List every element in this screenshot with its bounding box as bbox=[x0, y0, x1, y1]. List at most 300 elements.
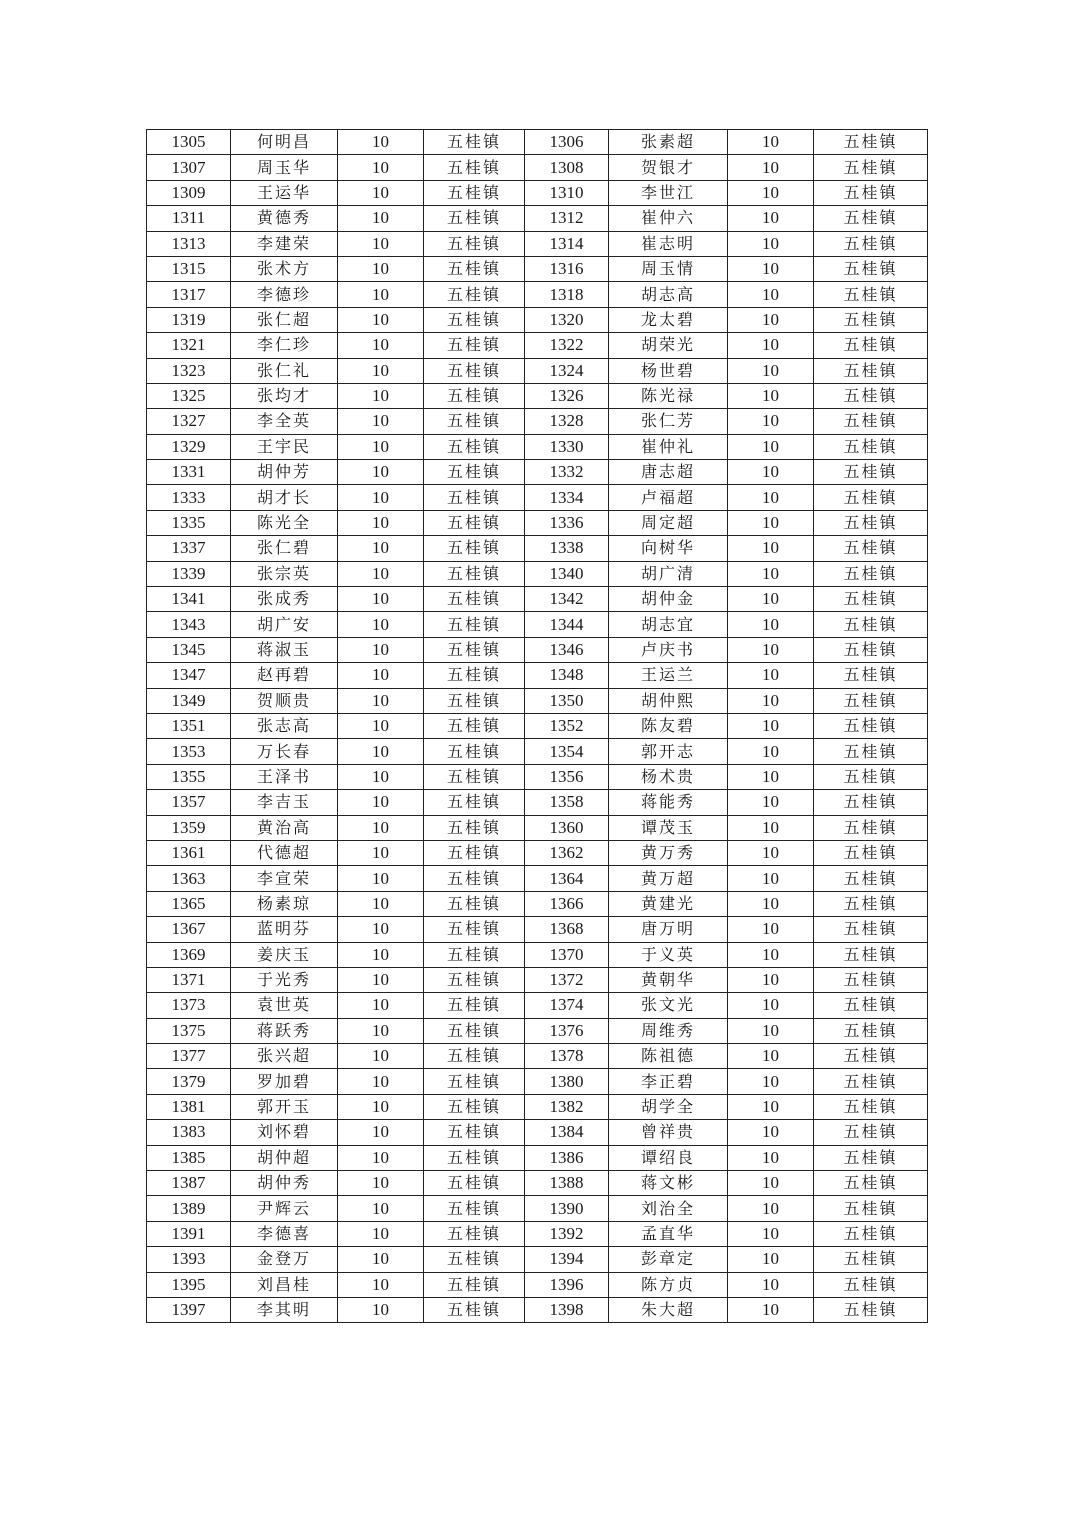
right-person-name-cell: 谭绍良 bbox=[609, 1145, 728, 1170]
right-amount-cell: 10 bbox=[728, 942, 814, 967]
right-amount-cell: 10 bbox=[728, 130, 814, 155]
right-person-name-cell: 杨世碧 bbox=[609, 358, 728, 383]
right-amount-cell: 10 bbox=[728, 713, 814, 738]
right-town-name-cell: 五桂镇 bbox=[814, 1069, 928, 1094]
right-amount-cell: 10 bbox=[728, 383, 814, 408]
left-person-name-cell: 李仁珍 bbox=[231, 333, 338, 358]
right-amount-cell: 10 bbox=[728, 587, 814, 612]
left-person-name-cell: 蓝明芬 bbox=[231, 917, 338, 942]
left-amount-cell: 10 bbox=[338, 536, 424, 561]
right-person-name-cell: 陈光禄 bbox=[609, 383, 728, 408]
left-amount-cell: 10 bbox=[338, 282, 424, 307]
right-person-name-cell: 唐万明 bbox=[609, 917, 728, 942]
table-row bbox=[147, 1297, 928, 1322]
left-town-name-cell: 五桂镇 bbox=[424, 790, 525, 815]
right-town-name-cell: 五桂镇 bbox=[814, 587, 928, 612]
left-record-number-cell: 1337 bbox=[147, 536, 231, 561]
right-amount-cell: 10 bbox=[728, 764, 814, 789]
left-person-name-cell: 张兴超 bbox=[231, 1044, 338, 1069]
left-town-name-cell: 五桂镇 bbox=[424, 764, 525, 789]
left-town-name-cell: 五桂镇 bbox=[424, 739, 525, 764]
left-record-number-cell: 1341 bbox=[147, 587, 231, 612]
left-amount-cell: 10 bbox=[338, 993, 424, 1018]
left-person-name-cell: 赵再碧 bbox=[231, 663, 338, 688]
right-amount-cell: 10 bbox=[728, 1069, 814, 1094]
right-town-name-cell: 五桂镇 bbox=[814, 764, 928, 789]
right-person-name-cell: 彭章定 bbox=[609, 1247, 728, 1272]
left-amount-cell: 10 bbox=[338, 130, 424, 155]
table-row bbox=[147, 917, 928, 942]
table-row bbox=[147, 637, 928, 662]
right-person-name-cell: 龙太碧 bbox=[609, 307, 728, 332]
left-person-name-cell: 黄治高 bbox=[231, 815, 338, 840]
right-person-name-cell: 周定超 bbox=[609, 510, 728, 535]
right-amount-cell: 10 bbox=[728, 536, 814, 561]
right-amount-cell: 10 bbox=[728, 1196, 814, 1221]
right-amount-cell: 10 bbox=[728, 612, 814, 637]
right-town-name-cell: 五桂镇 bbox=[814, 1171, 928, 1196]
right-record-number-cell: 1398 bbox=[525, 1297, 609, 1322]
right-town-name-cell: 五桂镇 bbox=[814, 536, 928, 561]
left-person-name-cell: 袁世英 bbox=[231, 993, 338, 1018]
right-person-name-cell: 黄朝华 bbox=[609, 967, 728, 992]
right-record-number-cell: 1364 bbox=[525, 866, 609, 891]
left-person-name-cell: 刘怀碧 bbox=[231, 1120, 338, 1145]
left-person-name-cell: 代德超 bbox=[231, 840, 338, 865]
left-record-number-cell: 1331 bbox=[147, 460, 231, 485]
left-record-number-cell: 1377 bbox=[147, 1044, 231, 1069]
table-row bbox=[147, 612, 928, 637]
right-person-name-cell: 陈友碧 bbox=[609, 713, 728, 738]
left-amount-cell: 10 bbox=[338, 358, 424, 383]
right-person-name-cell: 崔志明 bbox=[609, 231, 728, 256]
right-town-name-cell: 五桂镇 bbox=[814, 510, 928, 535]
right-amount-cell: 10 bbox=[728, 1120, 814, 1145]
left-amount-cell: 10 bbox=[338, 1171, 424, 1196]
left-person-name-cell: 金登万 bbox=[231, 1247, 338, 1272]
left-record-number-cell: 1335 bbox=[147, 510, 231, 535]
right-amount-cell: 10 bbox=[728, 460, 814, 485]
left-record-number-cell: 1305 bbox=[147, 130, 231, 155]
left-person-name-cell: 胡仲超 bbox=[231, 1145, 338, 1170]
right-town-name-cell: 五桂镇 bbox=[814, 688, 928, 713]
table-row bbox=[147, 840, 928, 865]
right-town-name-cell: 五桂镇 bbox=[814, 485, 928, 510]
left-record-number-cell: 1355 bbox=[147, 764, 231, 789]
left-person-name-cell: 黄德秀 bbox=[231, 206, 338, 231]
right-record-number-cell: 1338 bbox=[525, 536, 609, 561]
right-amount-cell: 10 bbox=[728, 1044, 814, 1069]
right-person-name-cell: 向树华 bbox=[609, 536, 728, 561]
right-person-name-cell: 朱大超 bbox=[609, 1297, 728, 1322]
left-person-name-cell: 蒋跃秀 bbox=[231, 1018, 338, 1043]
right-town-name-cell: 五桂镇 bbox=[814, 1018, 928, 1043]
right-town-name-cell: 五桂镇 bbox=[814, 891, 928, 916]
left-record-number-cell: 1373 bbox=[147, 993, 231, 1018]
table-row bbox=[147, 561, 928, 586]
left-amount-cell: 10 bbox=[338, 485, 424, 510]
left-record-number-cell: 1393 bbox=[147, 1247, 231, 1272]
table-row bbox=[147, 434, 928, 459]
right-town-name-cell: 五桂镇 bbox=[814, 790, 928, 815]
left-person-name-cell: 李建荣 bbox=[231, 231, 338, 256]
right-town-name-cell: 五桂镇 bbox=[814, 383, 928, 408]
right-town-name-cell: 五桂镇 bbox=[814, 155, 928, 180]
right-record-number-cell: 1356 bbox=[525, 764, 609, 789]
right-amount-cell: 10 bbox=[728, 688, 814, 713]
right-record-number-cell: 1358 bbox=[525, 790, 609, 815]
left-amount-cell: 10 bbox=[338, 815, 424, 840]
right-amount-cell: 10 bbox=[728, 561, 814, 586]
left-amount-cell: 10 bbox=[338, 967, 424, 992]
right-record-number-cell: 1362 bbox=[525, 840, 609, 865]
left-town-name-cell: 五桂镇 bbox=[424, 536, 525, 561]
right-town-name-cell: 五桂镇 bbox=[814, 282, 928, 307]
left-town-name-cell: 五桂镇 bbox=[424, 815, 525, 840]
left-record-number-cell: 1391 bbox=[147, 1221, 231, 1246]
left-person-name-cell: 胡仲芳 bbox=[231, 460, 338, 485]
left-record-number-cell: 1383 bbox=[147, 1120, 231, 1145]
right-town-name-cell: 五桂镇 bbox=[814, 815, 928, 840]
right-town-name-cell: 五桂镇 bbox=[814, 460, 928, 485]
left-town-name-cell: 五桂镇 bbox=[424, 891, 525, 916]
right-amount-cell: 10 bbox=[728, 967, 814, 992]
right-record-number-cell: 1366 bbox=[525, 891, 609, 916]
right-person-name-cell: 于义英 bbox=[609, 942, 728, 967]
left-person-name-cell: 李宣荣 bbox=[231, 866, 338, 891]
left-town-name-cell: 五桂镇 bbox=[424, 409, 525, 434]
table-row bbox=[147, 739, 928, 764]
left-person-name-cell: 胡仲秀 bbox=[231, 1171, 338, 1196]
left-person-name-cell: 张仁超 bbox=[231, 307, 338, 332]
right-record-number-cell: 1334 bbox=[525, 485, 609, 510]
right-town-name-cell: 五桂镇 bbox=[814, 739, 928, 764]
right-town-name-cell: 五桂镇 bbox=[814, 993, 928, 1018]
left-amount-cell: 10 bbox=[338, 307, 424, 332]
left-amount-cell: 10 bbox=[338, 434, 424, 459]
left-record-number-cell: 1381 bbox=[147, 1094, 231, 1119]
right-amount-cell: 10 bbox=[728, 663, 814, 688]
right-person-name-cell: 杨术贵 bbox=[609, 764, 728, 789]
right-person-name-cell: 王运兰 bbox=[609, 663, 728, 688]
left-record-number-cell: 1315 bbox=[147, 256, 231, 281]
right-record-number-cell: 1324 bbox=[525, 358, 609, 383]
left-record-number-cell: 1333 bbox=[147, 485, 231, 510]
right-town-name-cell: 五桂镇 bbox=[814, 637, 928, 662]
left-amount-cell: 10 bbox=[338, 1297, 424, 1322]
left-person-name-cell: 万长春 bbox=[231, 739, 338, 764]
left-town-name-cell: 五桂镇 bbox=[424, 1094, 525, 1119]
right-person-name-cell: 李正碧 bbox=[609, 1069, 728, 1094]
right-record-number-cell: 1378 bbox=[525, 1044, 609, 1069]
left-person-name-cell: 于光秀 bbox=[231, 967, 338, 992]
right-record-number-cell: 1344 bbox=[525, 612, 609, 637]
left-record-number-cell: 1327 bbox=[147, 409, 231, 434]
left-town-name-cell: 五桂镇 bbox=[424, 383, 525, 408]
right-person-name-cell: 张仁芳 bbox=[609, 409, 728, 434]
right-record-number-cell: 1322 bbox=[525, 333, 609, 358]
left-person-name-cell: 张仁碧 bbox=[231, 536, 338, 561]
right-record-number-cell: 1316 bbox=[525, 256, 609, 281]
right-person-name-cell: 曾祥贵 bbox=[609, 1120, 728, 1145]
right-amount-cell: 10 bbox=[728, 206, 814, 231]
right-person-name-cell: 陈方贞 bbox=[609, 1272, 728, 1297]
left-amount-cell: 10 bbox=[338, 739, 424, 764]
table-row bbox=[147, 1094, 928, 1119]
left-person-name-cell: 张宗英 bbox=[231, 561, 338, 586]
right-record-number-cell: 1330 bbox=[525, 434, 609, 459]
table-row bbox=[147, 155, 928, 180]
right-town-name-cell: 五桂镇 bbox=[814, 231, 928, 256]
right-record-number-cell: 1388 bbox=[525, 1171, 609, 1196]
left-town-name-cell: 五桂镇 bbox=[424, 1120, 525, 1145]
left-town-name-cell: 五桂镇 bbox=[424, 942, 525, 967]
left-record-number-cell: 1309 bbox=[147, 180, 231, 205]
left-amount-cell: 10 bbox=[338, 917, 424, 942]
table-row bbox=[147, 1247, 928, 1272]
left-person-name-cell: 张均才 bbox=[231, 383, 338, 408]
right-town-name-cell: 五桂镇 bbox=[814, 663, 928, 688]
left-town-name-cell: 五桂镇 bbox=[424, 307, 525, 332]
right-amount-cell: 10 bbox=[728, 256, 814, 281]
right-town-name-cell: 五桂镇 bbox=[814, 1044, 928, 1069]
right-person-name-cell: 周玉情 bbox=[609, 256, 728, 281]
left-amount-cell: 10 bbox=[338, 688, 424, 713]
left-amount-cell: 10 bbox=[338, 1120, 424, 1145]
left-person-name-cell: 蒋淑玉 bbox=[231, 637, 338, 662]
left-record-number-cell: 1397 bbox=[147, 1297, 231, 1322]
right-person-name-cell: 张素超 bbox=[609, 130, 728, 155]
right-town-name-cell: 五桂镇 bbox=[814, 917, 928, 942]
right-town-name-cell: 五桂镇 bbox=[814, 409, 928, 434]
left-town-name-cell: 五桂镇 bbox=[424, 637, 525, 662]
left-town-name-cell: 五桂镇 bbox=[424, 460, 525, 485]
table-row bbox=[147, 993, 928, 1018]
right-amount-cell: 10 bbox=[728, 282, 814, 307]
table-row bbox=[147, 460, 928, 485]
left-record-number-cell: 1329 bbox=[147, 434, 231, 459]
table-row bbox=[147, 1145, 928, 1170]
right-person-name-cell: 谭茂玉 bbox=[609, 815, 728, 840]
left-record-number-cell: 1369 bbox=[147, 942, 231, 967]
right-amount-cell: 10 bbox=[728, 790, 814, 815]
right-record-number-cell: 1308 bbox=[525, 155, 609, 180]
right-town-name-cell: 五桂镇 bbox=[814, 1297, 928, 1322]
left-town-name-cell: 五桂镇 bbox=[424, 866, 525, 891]
left-record-number-cell: 1323 bbox=[147, 358, 231, 383]
right-person-name-cell: 蒋能秀 bbox=[609, 790, 728, 815]
right-amount-cell: 10 bbox=[728, 866, 814, 891]
right-town-name-cell: 五桂镇 bbox=[814, 561, 928, 586]
left-town-name-cell: 五桂镇 bbox=[424, 333, 525, 358]
table-row bbox=[147, 536, 928, 561]
left-amount-cell: 10 bbox=[338, 383, 424, 408]
roster-table-body bbox=[147, 130, 928, 1323]
right-amount-cell: 10 bbox=[728, 510, 814, 535]
right-person-name-cell: 胡荣光 bbox=[609, 333, 728, 358]
left-amount-cell: 10 bbox=[338, 1018, 424, 1043]
left-record-number-cell: 1319 bbox=[147, 307, 231, 332]
left-person-name-cell: 张仁礼 bbox=[231, 358, 338, 383]
left-amount-cell: 10 bbox=[338, 764, 424, 789]
table-row bbox=[147, 130, 928, 155]
right-record-number-cell: 1376 bbox=[525, 1018, 609, 1043]
left-record-number-cell: 1365 bbox=[147, 891, 231, 916]
right-record-number-cell: 1392 bbox=[525, 1221, 609, 1246]
right-amount-cell: 10 bbox=[728, 485, 814, 510]
table-row bbox=[147, 688, 928, 713]
left-person-name-cell: 刘昌桂 bbox=[231, 1272, 338, 1297]
right-person-name-cell: 蒋文彬 bbox=[609, 1171, 728, 1196]
right-record-number-cell: 1350 bbox=[525, 688, 609, 713]
left-town-name-cell: 五桂镇 bbox=[424, 663, 525, 688]
left-person-name-cell: 尹辉云 bbox=[231, 1196, 338, 1221]
left-person-name-cell: 王宇民 bbox=[231, 434, 338, 459]
left-record-number-cell: 1345 bbox=[147, 637, 231, 662]
left-town-name-cell: 五桂镇 bbox=[424, 155, 525, 180]
left-town-name-cell: 五桂镇 bbox=[424, 231, 525, 256]
right-record-number-cell: 1352 bbox=[525, 713, 609, 738]
right-town-name-cell: 五桂镇 bbox=[814, 434, 928, 459]
left-person-name-cell: 李全英 bbox=[231, 409, 338, 434]
table-row bbox=[147, 764, 928, 789]
left-amount-cell: 10 bbox=[338, 1044, 424, 1069]
right-person-name-cell: 胡志高 bbox=[609, 282, 728, 307]
left-amount-cell: 10 bbox=[338, 1094, 424, 1119]
left-town-name-cell: 五桂镇 bbox=[424, 713, 525, 738]
right-amount-cell: 10 bbox=[728, 815, 814, 840]
left-record-number-cell: 1353 bbox=[147, 739, 231, 764]
left-record-number-cell: 1363 bbox=[147, 866, 231, 891]
right-amount-cell: 10 bbox=[728, 1272, 814, 1297]
right-person-name-cell: 黄万超 bbox=[609, 866, 728, 891]
left-amount-cell: 10 bbox=[338, 942, 424, 967]
right-amount-cell: 10 bbox=[728, 1094, 814, 1119]
right-record-number-cell: 1386 bbox=[525, 1145, 609, 1170]
left-record-number-cell: 1307 bbox=[147, 155, 231, 180]
right-record-number-cell: 1374 bbox=[525, 993, 609, 1018]
left-amount-cell: 10 bbox=[338, 256, 424, 281]
table-row bbox=[147, 307, 928, 332]
left-town-name-cell: 五桂镇 bbox=[424, 561, 525, 586]
left-amount-cell: 10 bbox=[338, 510, 424, 535]
right-record-number-cell: 1326 bbox=[525, 383, 609, 408]
left-amount-cell: 10 bbox=[338, 1221, 424, 1246]
left-amount-cell: 10 bbox=[338, 231, 424, 256]
left-town-name-cell: 五桂镇 bbox=[424, 256, 525, 281]
left-record-number-cell: 1371 bbox=[147, 967, 231, 992]
right-amount-cell: 10 bbox=[728, 840, 814, 865]
right-person-name-cell: 唐志超 bbox=[609, 460, 728, 485]
right-record-number-cell: 1360 bbox=[525, 815, 609, 840]
right-person-name-cell: 周维秀 bbox=[609, 1018, 728, 1043]
left-person-name-cell: 胡广安 bbox=[231, 612, 338, 637]
table-row bbox=[147, 587, 928, 612]
right-person-name-cell: 贺银才 bbox=[609, 155, 728, 180]
right-amount-cell: 10 bbox=[728, 307, 814, 332]
left-person-name-cell: 王泽书 bbox=[231, 764, 338, 789]
left-record-number-cell: 1357 bbox=[147, 790, 231, 815]
right-record-number-cell: 1370 bbox=[525, 942, 609, 967]
left-amount-cell: 10 bbox=[338, 333, 424, 358]
right-record-number-cell: 1372 bbox=[525, 967, 609, 992]
left-amount-cell: 10 bbox=[338, 891, 424, 916]
left-record-number-cell: 1395 bbox=[147, 1272, 231, 1297]
left-amount-cell: 10 bbox=[338, 409, 424, 434]
right-amount-cell: 10 bbox=[728, 739, 814, 764]
table-row bbox=[147, 510, 928, 535]
right-person-name-cell: 崔仲礼 bbox=[609, 434, 728, 459]
right-town-name-cell: 五桂镇 bbox=[814, 180, 928, 205]
right-person-name-cell: 胡仲熙 bbox=[609, 688, 728, 713]
left-amount-cell: 10 bbox=[338, 1145, 424, 1170]
left-town-name-cell: 五桂镇 bbox=[424, 180, 525, 205]
left-town-name-cell: 五桂镇 bbox=[424, 612, 525, 637]
left-town-name-cell: 五桂镇 bbox=[424, 1171, 525, 1196]
right-person-name-cell: 李世江 bbox=[609, 180, 728, 205]
left-town-name-cell: 五桂镇 bbox=[424, 840, 525, 865]
right-town-name-cell: 五桂镇 bbox=[814, 130, 928, 155]
right-person-name-cell: 孟直华 bbox=[609, 1221, 728, 1246]
right-record-number-cell: 1348 bbox=[525, 663, 609, 688]
right-record-number-cell: 1314 bbox=[525, 231, 609, 256]
right-amount-cell: 10 bbox=[728, 637, 814, 662]
left-amount-cell: 10 bbox=[338, 561, 424, 586]
left-person-name-cell: 胡才长 bbox=[231, 485, 338, 510]
left-amount-cell: 10 bbox=[338, 180, 424, 205]
left-town-name-cell: 五桂镇 bbox=[424, 1145, 525, 1170]
right-town-name-cell: 五桂镇 bbox=[814, 1094, 928, 1119]
right-town-name-cell: 五桂镇 bbox=[814, 1145, 928, 1170]
table-row bbox=[147, 333, 928, 358]
left-person-name-cell: 罗加碧 bbox=[231, 1069, 338, 1094]
left-town-name-cell: 五桂镇 bbox=[424, 510, 525, 535]
table-row bbox=[147, 282, 928, 307]
right-person-name-cell: 刘治全 bbox=[609, 1196, 728, 1221]
left-person-name-cell: 王运华 bbox=[231, 180, 338, 205]
table-row bbox=[147, 1196, 928, 1221]
left-record-number-cell: 1349 bbox=[147, 688, 231, 713]
left-town-name-cell: 五桂镇 bbox=[424, 1247, 525, 1272]
left-record-number-cell: 1359 bbox=[147, 815, 231, 840]
left-amount-cell: 10 bbox=[338, 155, 424, 180]
right-record-number-cell: 1328 bbox=[525, 409, 609, 434]
left-record-number-cell: 1367 bbox=[147, 917, 231, 942]
left-town-name-cell: 五桂镇 bbox=[424, 1196, 525, 1221]
table-row bbox=[147, 180, 928, 205]
right-town-name-cell: 五桂镇 bbox=[814, 256, 928, 281]
table-row bbox=[147, 409, 928, 434]
right-amount-cell: 10 bbox=[728, 1018, 814, 1043]
right-record-number-cell: 1394 bbox=[525, 1247, 609, 1272]
left-person-name-cell: 周玉华 bbox=[231, 155, 338, 180]
right-amount-cell: 10 bbox=[728, 993, 814, 1018]
left-record-number-cell: 1321 bbox=[147, 333, 231, 358]
left-amount-cell: 10 bbox=[338, 1196, 424, 1221]
right-amount-cell: 10 bbox=[728, 231, 814, 256]
right-amount-cell: 10 bbox=[728, 358, 814, 383]
right-person-name-cell: 卢庆书 bbox=[609, 637, 728, 662]
roster-table bbox=[146, 129, 928, 1323]
right-town-name-cell: 五桂镇 bbox=[814, 358, 928, 383]
left-town-name-cell: 五桂镇 bbox=[424, 1044, 525, 1069]
right-record-number-cell: 1380 bbox=[525, 1069, 609, 1094]
table-row bbox=[147, 1272, 928, 1297]
left-amount-cell: 10 bbox=[338, 790, 424, 815]
right-record-number-cell: 1306 bbox=[525, 130, 609, 155]
right-town-name-cell: 五桂镇 bbox=[814, 1196, 928, 1221]
left-record-number-cell: 1325 bbox=[147, 383, 231, 408]
